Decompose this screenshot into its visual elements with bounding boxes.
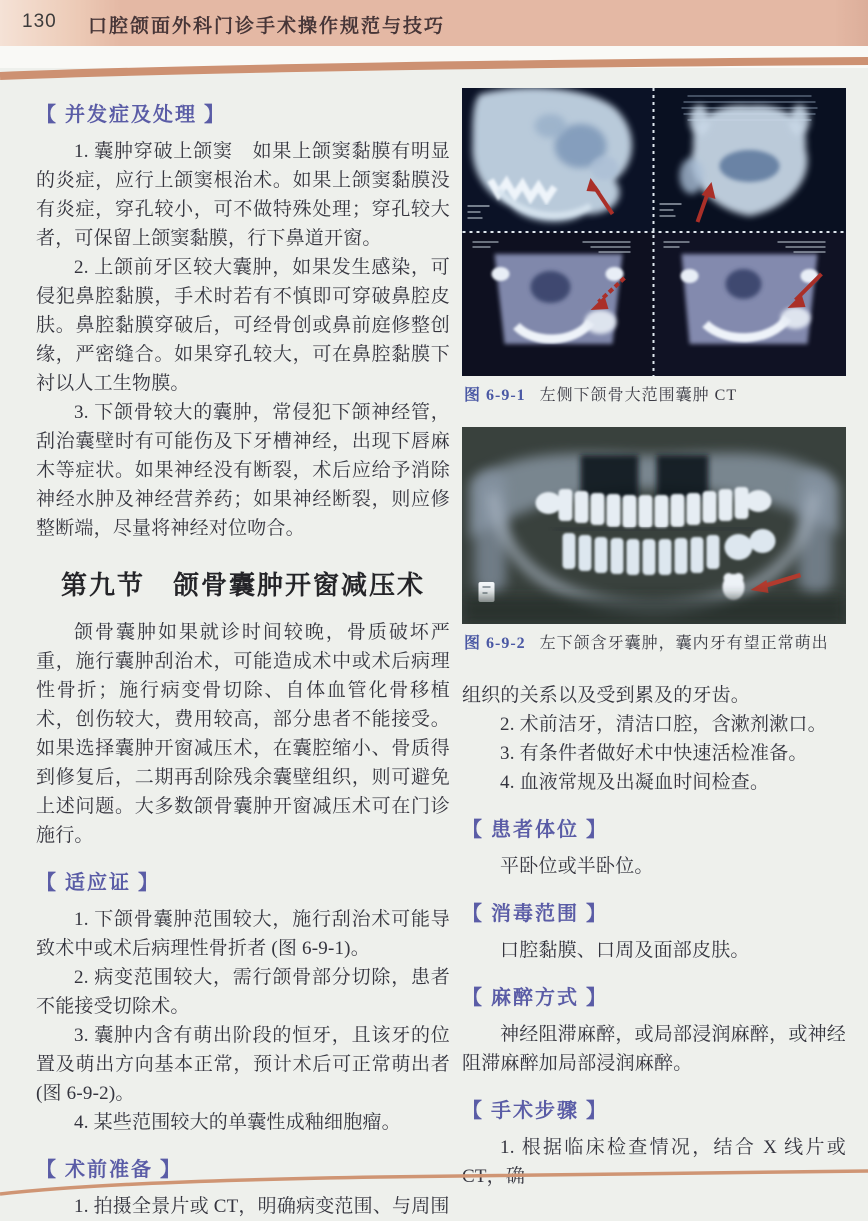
complications-item: 2. 上颌前牙区较大囊肿，如果发生感染，可侵犯鼻腔黏膜，手术时若有不慎即可穿破鼻腔皮肤。鼻腔黏膜穿破后，可经骨创或鼻前庭修整创缘，严密缝合。如果穿孔较大，可在鼻腔黏膜下衬以人工生物膜。 xyxy=(36,257,450,394)
anesthesia-heading: 【 麻醉方式 】 xyxy=(462,987,608,1009)
page-number: 130 xyxy=(22,11,57,32)
disinfection-heading: 【 消毒范围 】 xyxy=(462,903,608,925)
indications-item: 4. 某些范围较大的单囊性成釉细胞瘤。 xyxy=(74,1112,401,1133)
right-column xyxy=(462,88,846,1191)
disinfection-text: 口腔黏膜、口周及面部皮肤。 xyxy=(500,940,750,961)
preop-item: 4. 血液常规及出凝血时间检查。 xyxy=(500,772,770,793)
figure-6-9-2 xyxy=(462,427,846,655)
indications-heading: 【 适应证 】 xyxy=(36,872,160,894)
footer-rule xyxy=(0,1168,868,1202)
figure-caption-text: 左下颌含牙囊肿，囊内牙有望正常萌出 xyxy=(539,635,829,652)
figure-caption xyxy=(464,633,846,655)
ct-image xyxy=(462,88,846,376)
figure-caption xyxy=(464,385,846,407)
lower-teeth xyxy=(563,529,776,575)
complications-item: 1. 囊肿穿破上颌窦 如果上颌窦黏膜有明显的炎症，应行上颌窦根治术。如果上颌窦黏膜没有炎症，穿孔较小，可不做特殊处理；穿孔较大者，可保留上颌窦黏膜，行下鼻道开窗。 xyxy=(36,141,450,249)
complications-heading: 【 并发症及处理 】 xyxy=(36,104,226,126)
book-title: 口腔颌面外科门诊手术操作规范与技巧 xyxy=(88,16,446,37)
preop-heading: 【 术前准备 】 xyxy=(36,1159,182,1181)
surgical-steps-heading: 【 手术步骤 】 xyxy=(462,1100,608,1122)
chapter-title: 第九节 颌骨囊肿开窗减压术 xyxy=(60,571,425,600)
unerupted-tooth xyxy=(723,573,745,600)
panoramic-xray-image xyxy=(462,427,846,624)
header-band xyxy=(0,0,868,46)
accent-stripe xyxy=(0,52,868,86)
left-column xyxy=(36,98,450,1221)
preop-item: 3. 有条件者做好术中快速活检准备。 xyxy=(500,743,808,764)
complications-item: 3. 下颌骨较大的囊肿，常侵犯下颌神经管，刮治囊壁时有可能伤及下牙槽神经，出现下唇麻木等症状。如果神经没有断裂，术后应给予消除神经水肿及神经营养药；如果神经断裂，则应修整断端，尽量将神经对位吻合。 xyxy=(36,402,450,539)
indications-item: 3. 囊肿内含有萌出阶段的恒牙，且该牙的位置及萌出方向基本正常，预计术后可正常萌出者 (图 6-9-2)。 xyxy=(36,1025,450,1104)
preop-item: 2. 术前洁牙，清洁口腔，含漱剂漱口。 xyxy=(500,714,827,735)
figure-label: 图 6-9-2 xyxy=(464,635,526,652)
figure-caption-text: 左侧下颌骨大范围囊肿 CT xyxy=(539,387,738,404)
patient-position-heading: 【 患者体位 】 xyxy=(462,819,608,841)
indications-item: 1. 下颌骨囊肿范围较大，施行刮治术可能导致术中或术后病理性骨折者 (图 6-9-1)。 xyxy=(36,909,450,959)
preop-item: 1. 拍摄全景片或 CT，明确病变范围、与周围 xyxy=(74,1196,450,1217)
preop-continued: 组织的关系以及受到累及的牙齿。 xyxy=(462,685,751,706)
indications-item: 2. 病变范围较大，需行颌骨部分切除，患者不能接受切除术。 xyxy=(36,967,450,1017)
right-column-text xyxy=(462,681,846,1191)
figure-label: 图 6-9-1 xyxy=(464,387,526,404)
anesthesia-text: 神经阻滞麻醉，或局部浸润麻醉，或神经阻滞麻醉加局部浸润麻醉。 xyxy=(462,1024,846,1074)
surgical-steps-item: 1. 根据临床检查情况，结合 X 线片或 CT，确 xyxy=(462,1137,846,1187)
chapter-intro: 颌骨囊肿如果就诊时间较晚，骨质破坏严重，施行囊肿刮治术，可能造成术中或术后病理性骨折；施行病变骨切除、自体血管化骨移植术，创伤较大，费用较高，部分患者不能接受。如果选择囊肿开窗减压术，在囊腔缩小、骨质得到修复后，二期再刮除残余囊壁组织，则可避免上述问题。大多数颌骨囊肿开窗减压术可在门诊施行。 xyxy=(36,622,450,846)
upper-teeth xyxy=(536,487,772,528)
figure-6-9-1 xyxy=(462,88,846,407)
patient-position-text: 平卧位或半卧位。 xyxy=(500,856,654,877)
